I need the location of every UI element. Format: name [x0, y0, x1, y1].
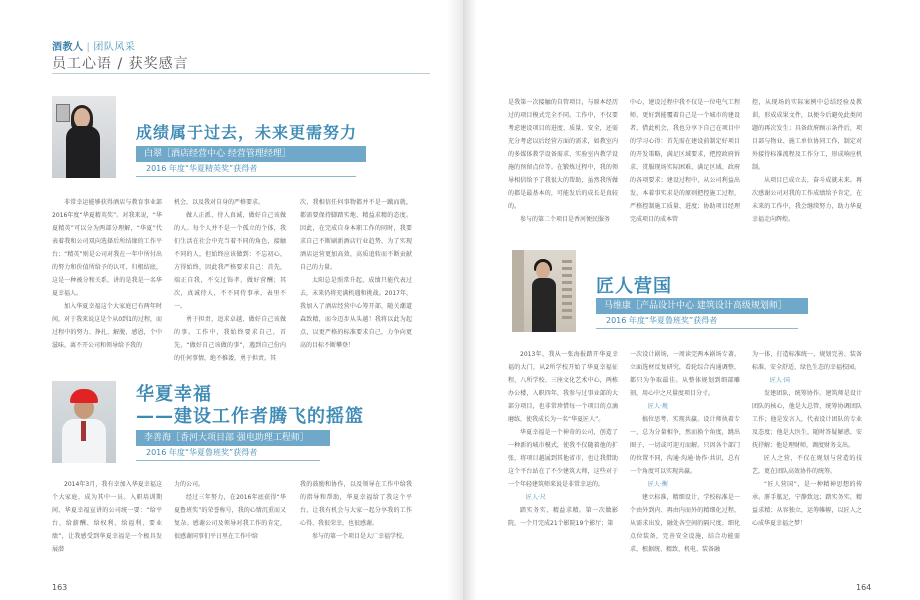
- right-top-column-3: [752, 96, 862, 236]
- paragraph: 匠人之营，不仅在规划与营造的技艺，更在团队高效协作的统筹。: [752, 455, 862, 475]
- article-1-column-3: [300, 196, 412, 349]
- subheading: 匠人·规: [648, 403, 668, 410]
- right-top-column-2: [630, 96, 740, 236]
- paragraph: 2014年3月，我有幸加入华夏幸福这个大家庭，成为其中一员。入职培训期间，华夏幸福宣讲的公司统一要：“给平台、给薪酬、给权利、给福利、要业绩”，让我感受到华夏幸福是一个极具发展潜: [52, 481, 162, 553]
- paragraph: 我的鼓励和协作，以及领导在工作中给我的指导和帮助，华夏幸福给了我这个平台，让我有机会与大家一起分享我的工作心得、我很荣幸，也很感谢。: [300, 481, 412, 527]
- paragraph: 机会，以及我对自身的严格要求。: [174, 199, 265, 206]
- article-3-column-1: [508, 348, 618, 576]
- page-gutter-right: [463, 0, 477, 600]
- page-number-right: 164: [856, 583, 872, 592]
- paragraph: 踏实务实，精益求精。第一次做影院，一个月完成21个影院19个影厅；第: [508, 507, 618, 527]
- article-3-column-3: [752, 348, 862, 576]
- subheading: 匠人·国: [770, 377, 790, 384]
- right-top-column-1: [508, 96, 618, 236]
- paragraph: 华夏幸福是一个神奇的公司，创造了一种新的城市模式，使我不仅随着他的扩张，将项目越展到其他省市，也让我借助这个平台站在了不少建筑大师，这些对于一个年轻建筑师来说是非常幸运的。: [508, 429, 618, 488]
- paragraph: 参与的第一个项目是大厂幸福学校，: [312, 533, 409, 540]
- section-name: 团队风采: [93, 42, 136, 53]
- article-1-column-2: [174, 196, 286, 362]
- article-1-award: 2016 年度“华夏精英奖”获得者: [136, 162, 356, 177]
- paragraph: 为一体，打造标准统一、规划完善、装备标准、安全舒适、绿色生态的幸福校园。: [752, 351, 862, 371]
- article-2-title-line-1: 华夏幸福: [136, 384, 212, 405]
- article-2-column-1: [52, 478, 162, 572]
- portrait-li-shanhai: [52, 381, 116, 463]
- paragraph: 发建团队，统筹协作。建筑师是设计团队的核心，他是大总管，统筹协调团队工作；他是发言人，代表设计团队的专业及态度；他是大医生，随时答疑解惑，安抚抒解；他是理财师，调度财务支出。: [752, 390, 862, 449]
- subheading: 匠人·尺: [526, 494, 546, 501]
- paragraph: 太阳总是照常升起，成绩只能代表过去，未来仍将充满机遇和挑战。2017年，我加入了酒店经营中心筹开部，随关潮道森致精，而今迈步从头越！我将以此为起点，以更严格的标准要求自己，力争向更高的目标不断攀登！: [300, 277, 412, 349]
- subheading: 匠人·衡: [648, 481, 668, 488]
- article-3-title: 匠人营国: [596, 276, 672, 297]
- article-1-column-1: [52, 196, 162, 349]
- portrait-bai-cui: [52, 96, 116, 178]
- portrait-ma-weikang: [512, 250, 576, 332]
- paragraph: 做人正派、待人真诚，做好自己该做的人。每个人并不是一个孤立的个体，我们生活在社会中充当着不同的角色，接触不同的人，但始终应该做到：不忘初心，方得始终，因此我严格要求自己：首先，端正自我，不交过饰孝，做好营酬；其次，真诚待人，不不同侍事承，表里不一。: [174, 212, 286, 310]
- paragraph: 非常幸运能够获得酒店与教育事业部2016年度“华夏精英奖”。对我来说，“华夏精英”可以分为两部分理解，“华夏”代表着我和公司双向选择后所结缘的工作平台；“精英”则是公司对我在一年中所付出的努力和价值所给予的认可，归根结底，这是一种被分和关系，讲的是我是一名华夏幸福人。: [52, 199, 162, 297]
- paragraph: “匠人营国”，是一种精神思想的传承。胼手胝足，宁静致远；踏实务实，精益求精；从容独立，运筹帷幄，以匠人之心成华夏幸福之梦！: [752, 481, 862, 527]
- paragraph: 次，我相信任何事物都并不是一蹴而就，都需要保持脚踏实地、精益求精的态度。因此，在完成自身本职工作的同时，我要求自己不断刷新酒店行业趋势，为了实现酒店运营更加高效、高质追转而不断贡献自己的力量。: [300, 199, 412, 271]
- paragraph: 加入华夏幸福这个大家庭已有两年时间，对于我来说这是个从0到1的过程，而过程中的努力、挣扎、解脱、感恩，个中滋味，离不开公司和领导给予我的: [52, 303, 162, 349]
- paragraph: 是我第一次接触的自管项目，与原本经历过的项目模式完全不同。工作中，不仅要考虑建设项目的进度、质量、安全，还需充分考虑以后经营方面的需求，如教室内的多媒体教学设备需求、实验室内教学设施的预留点位等。在锻炼过程中，我的领导相信给予了我很大的帮助，虽然我所做的都是最基本的，可能发后的成长是真较的。: [508, 99, 618, 210]
- page-subtitle: 员工心语 / 获奖感言: [52, 56, 189, 72]
- article-2-column-3: [300, 478, 412, 572]
- paragraph: 2013年，我从一张海报踏开华夏幸福的大门，从2所学校开始了华夏幸福征程，八所学校、三座文化艺术中心，两栋办公楼，入职四年，我参与过事业部的大部分项目，也非常珍惜每一个项目的点滴磨练，使我成长为一名“华夏匠人”。: [508, 351, 618, 423]
- article-2-title-line-2: ——建设工作者腾飞的摇篮: [136, 406, 364, 427]
- article-2-award: 2016 年度“华夏鲁班奖”获得者: [136, 446, 320, 461]
- section-separator: |: [86, 42, 91, 53]
- paragraph: 力的公司。: [174, 481, 205, 488]
- article-2-column-2: [174, 478, 286, 572]
- article-3-award: 2016 年度“华夏鲁班奖”获得者: [596, 314, 798, 329]
- article-2-name-bar: 李善海［香河大项目部 强电助理工程师］: [136, 430, 330, 446]
- paragraph: 建立标准，精细设计，学校标准是一个由外到内、再由内而外的精细化过程，从需求出发，融处各空间的隔尺度、细化点位装备，完善安全设施，结合功能需求，根据统、精致、机电、装备融: [630, 494, 740, 553]
- paragraph: 经过三年努力，在2016年底获得“华夏鲁班奖”的荣誉称号，我的心情沉重而又复杂。感谢公司及领导对我工作的肯定，很感谢同事们平日里在工作中给: [174, 494, 286, 540]
- paragraph: 从项目已成立去，奋斗成就未来。再次感谢公司对我的工作成绩给予肯定，在未来的工作中，我会继续努力，助力华夏幸福走向辉煌。: [752, 177, 862, 223]
- article-1-title: 成绩属于过去，未来更需努力: [136, 123, 358, 142]
- paragraph: 参与的第二个项目是香河便民服务: [520, 216, 611, 223]
- article-3-column-2: [630, 348, 740, 576]
- section-brand: 酒教人: [52, 42, 84, 53]
- section-header: [52, 38, 135, 53]
- paragraph: 一次设计剧场，一周读完两本剧场专著。立面选材反复研究，看轮综合沟通调整，都只为争取最佳。从整体规划到细部雕刻，用心中之尺量度项目分寸。: [630, 351, 740, 397]
- page-gutter-left: [447, 0, 463, 600]
- article-3-name-bar: 马维康［产品设计中心 建筑设计高级规划师］: [596, 298, 808, 314]
- paragraph: 勇于担责，追求卓越，做好自己该做的事。工作中，我始终要求自己，首先，“做好自己该做的事”，遇到自己份内的任何事情，绝不推诿，勇于担责。其: [174, 316, 286, 362]
- paragraph: 控，从现场的实际案例中总结经验及教训，形成成果文件，以便今后避免此类问题的再次发生；具备政府顾示条件后，项目部与物业、施工单位协同工作，制定对外接待标准流程及工作分工，形成响应机制。: [752, 99, 862, 171]
- header-rule: [52, 73, 430, 74]
- paragraph: 中心，建设过程中我不仅是一位电气工程师，更好到能覆着自己是一个城市的建设者，借此机会，我也分享下自己在项目中的学习心得：首先需在建设前制定好项目的开发策略，满足区域要求，把控政府诉求，贯服现场实际困难，满足区域、政府的各项要求；建设过程中，从公司利益出发，本着事实求是的原则把控施工过程，严格控制施工质量、进度；协助项目经理完成项目的成本管: [630, 99, 740, 223]
- paragraph: 搞位思考、实现共赢。设计师执着专一、总为分量相争，然而换个角度，跳出圈子，一切或可迎刃而解。只因各个部门的位置不同，沟通·沟通·协作·共识，总有一个角度可以实现共赢。: [630, 416, 740, 475]
- page-number-left: 163: [52, 583, 68, 592]
- article-1-name-bar: 白翠［酒店经营中心 经营管理经理］: [136, 146, 366, 162]
